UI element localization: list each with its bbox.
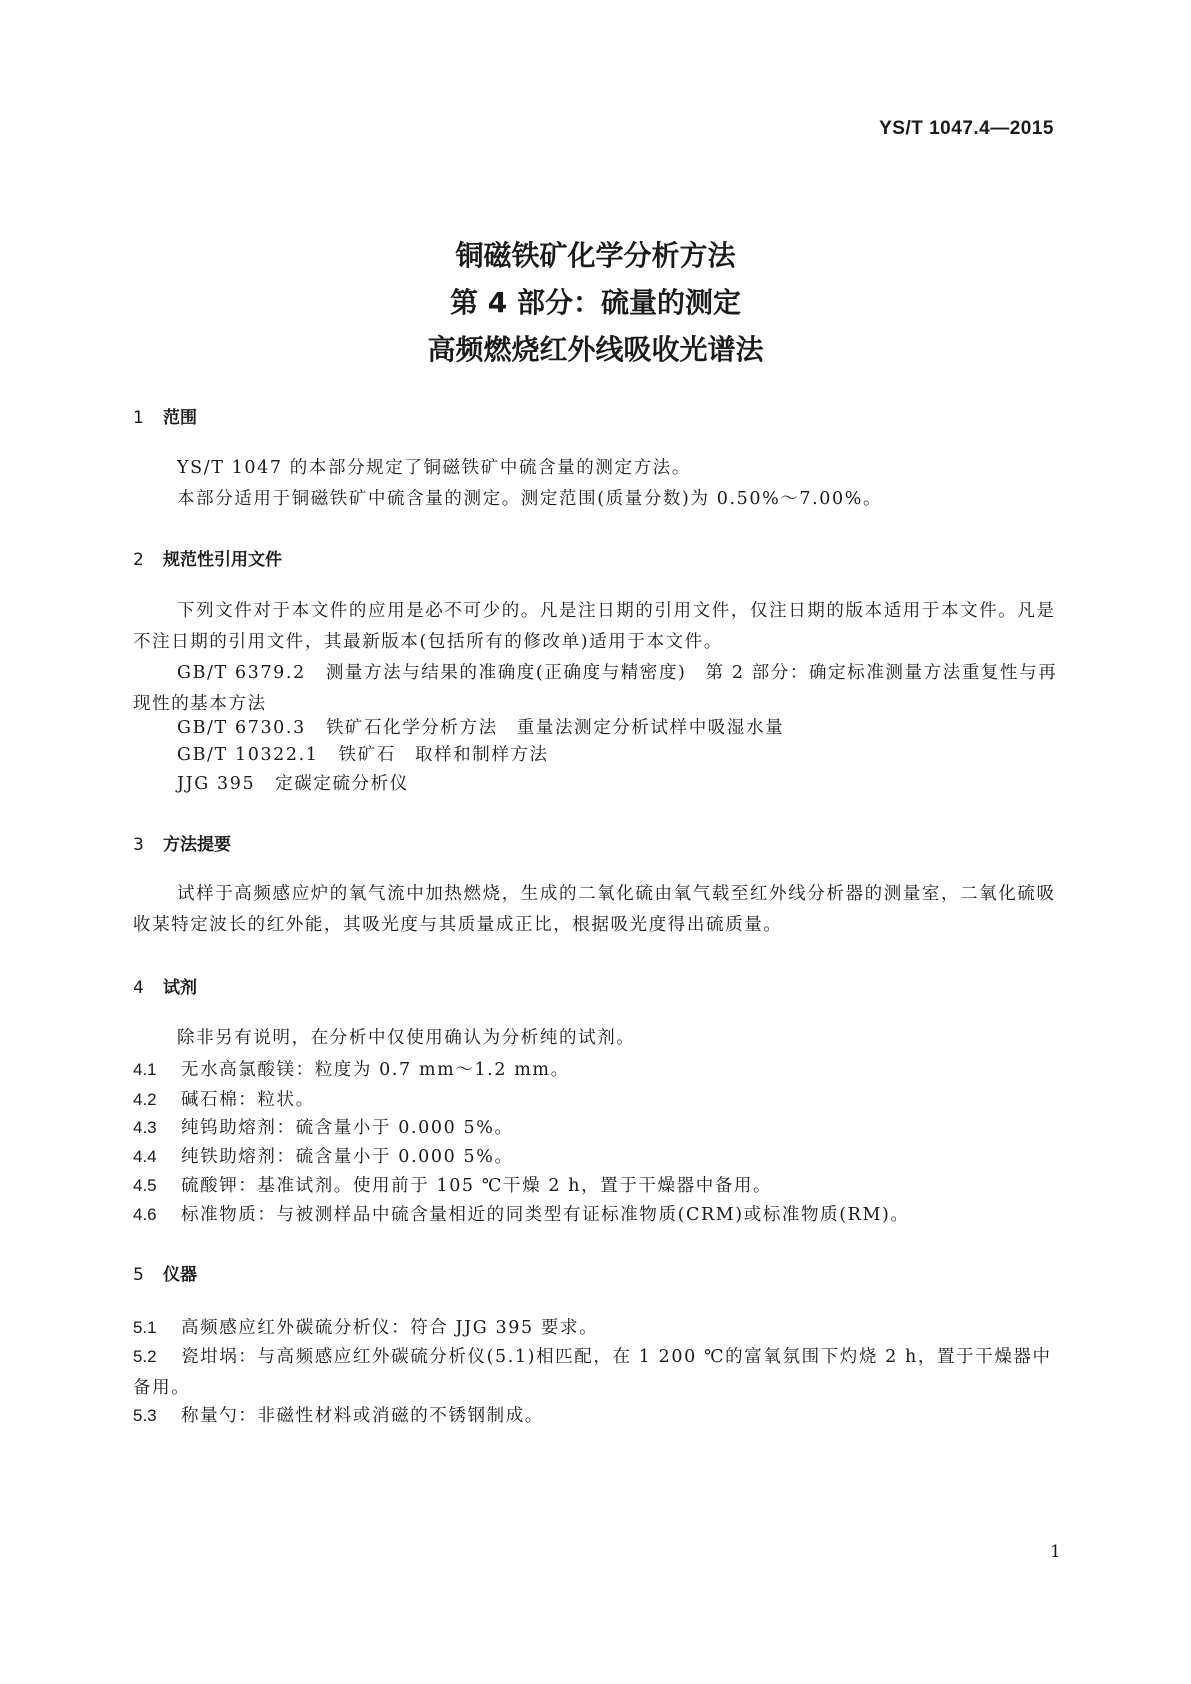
title-line-2: 第 4 部分：硫量的测定 <box>450 286 741 319</box>
section-title: 范围 <box>163 408 197 428</box>
section-title: 规范性引用文件 <box>163 550 282 570</box>
reagent-item <box>133 1141 1063 1173</box>
reference-code: GB/T 6379.2 <box>177 663 306 683</box>
item-number: 4.4 <box>133 1147 157 1166</box>
item-number: 4.1 <box>133 1060 157 1079</box>
document-code: YS/T 1047.4—2015 <box>879 118 1054 139</box>
item-number: 4.5 <box>133 1176 157 1195</box>
section-5-heading <box>133 1260 197 1285</box>
item-text: 高频感应红外碳硫分析仪：符合 JJG 395 要求。 <box>181 1318 599 1338</box>
reference-code: JJG 395 <box>177 774 256 794</box>
item-text: 瓷坩埚：与高频感应红外碳硫分析仪(5.1)相匹配，在 1 200 ℃的富氧氛围下灼烧 2 h，置于干燥器中备用。 <box>133 1347 1052 1398</box>
reference-code: GB/T 6730.3 <box>177 718 306 738</box>
section-4-intro: 除非另有说明，在分析中仅使用确认为分析纯的试剂。 <box>177 1028 636 1048</box>
section-4-heading <box>133 973 197 998</box>
section-number: 3 <box>133 835 144 855</box>
item-number: 4.6 <box>133 1205 157 1224</box>
document-title <box>0 232 1191 373</box>
section-title: 方法提要 <box>163 835 231 855</box>
reagent-item <box>133 1054 1063 1086</box>
instrument-item <box>133 1341 1063 1404</box>
item-number: 4.2 <box>133 1090 157 1109</box>
section-3-heading <box>133 830 231 855</box>
reagent-item <box>133 1170 1063 1202</box>
section-1-heading <box>133 403 197 428</box>
section-number: 2 <box>133 550 144 570</box>
section-title: 试剂 <box>163 978 197 998</box>
reference-item <box>133 658 1063 720</box>
reference-item <box>177 740 1067 771</box>
reference-title: 测量方法与结果的准确度(正确度与精密度) 第 2 部分：确定标准测量方法重复性与再现性的基本方法 <box>133 663 1058 714</box>
section-2-intro: 下列文件对于本文件的应用是必不可少的。凡是注日期的引用文件，仅注日期的版本适用于本文件。凡是不注日期的引用文件，其最新版本(包括所有的修改单)适用于本文件。 <box>133 601 1056 652</box>
item-text: 碱石棉：粒状。 <box>181 1090 315 1110</box>
title-line-3: 高频燃烧红外线吸收光谱法 <box>427 333 764 366</box>
section-1-paragraph-1: YS/T 1047 的本部分规定了铜磁铁矿中硫含量的测定方法。 <box>177 458 691 478</box>
item-text: 标准物质：与被测样品中硫含量相近的同类型有证标准物质(CRM)或标准物质(RM)。 <box>181 1205 910 1225</box>
instrument-item <box>133 1400 1063 1432</box>
item-text: 硫酸钾：基准试剂。使用前于 105 ℃干燥 2 h，置于干燥器中备用。 <box>181 1176 773 1196</box>
item-text: 称量勺：非磁性材料或消磁的不锈钢制成。 <box>181 1406 544 1426</box>
section-number: 1 <box>133 408 144 428</box>
item-number: 5.2 <box>133 1347 157 1366</box>
section-2-heading <box>133 545 282 570</box>
section-1-paragraph-2: 本部分适用于铜磁铁矿中硫含量的测定。测定范围(质量分数)为 0.50%～7.00%。 <box>177 489 883 509</box>
reference-title: 铁矿石 取样和制样方法 <box>338 745 549 765</box>
instrument-item <box>133 1312 1063 1344</box>
section-number: 5 <box>133 1265 144 1285</box>
reference-item <box>177 769 1067 800</box>
item-number: 4.3 <box>133 1118 157 1137</box>
item-text: 纯钨助熔剂：硫含量小于 0.000 5%。 <box>181 1118 514 1138</box>
item-text: 无水高氯酸镁：粒度为 0.7 mm～1.2 mm。 <box>181 1060 570 1080</box>
item-text: 纯铁助熔剂：硫含量小于 0.000 5%。 <box>181 1147 514 1167</box>
item-number: 5.1 <box>133 1318 157 1337</box>
title-line-1: 铜磁铁矿化学分析方法 <box>455 239 736 272</box>
section-title: 仪器 <box>163 1265 197 1285</box>
section-number: 4 <box>133 978 144 998</box>
page-number: 1 <box>1050 1542 1061 1562</box>
item-number: 5.3 <box>133 1406 157 1425</box>
reference-title: 定碳定硫分析仪 <box>275 774 409 794</box>
section-3-paragraph: 试样于高频感应炉的氧气流中加热燃烧，生成的二氧化硫由氧气载至红外线分析器的测量室，二氧化硫吸收某特定波长的红外能，其吸光度与其质量成正比，根据吸光度得出硫质量。 <box>133 884 1056 935</box>
reagent-item <box>133 1199 1063 1231</box>
reference-title: 铁矿石化学分析方法 重量法测定分析试样中吸湿水量 <box>325 718 785 738</box>
reference-code: GB/T 10322.1 <box>177 745 319 765</box>
reagent-item <box>133 1112 1063 1144</box>
